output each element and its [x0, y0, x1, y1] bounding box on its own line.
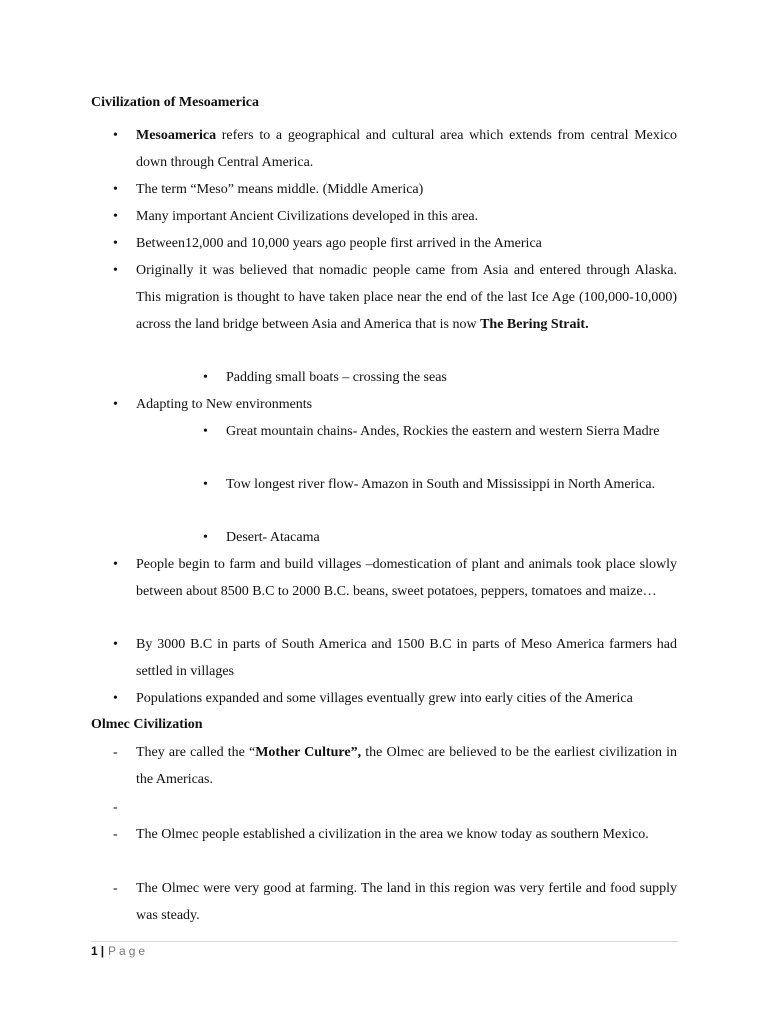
- list-item-text: People begin to farm and build villages –domestication of plant and animals took place slowly between about 8500 B.C to 2000 B.C. beans, sweet potatoes, peppers, tomatoes and maize…: [136, 557, 677, 599]
- list-item-text: Between12,000 and 10,000 years ago people first arrived in the America: [136, 236, 542, 251]
- page-footer: [91, 943, 148, 959]
- list-item-text: Great mountain chains- Andes, Rockies the eastern and western Sierra Madre: [226, 424, 660, 439]
- footer-divider: [91, 941, 678, 942]
- bullet-marker: •: [203, 370, 208, 385]
- bold-term: Mother Culture”,: [255, 745, 362, 760]
- section-heading-mesoamerica: Civilization of Mesoamerica: [91, 95, 259, 110]
- list-item-text: Desert- Atacama: [226, 530, 320, 545]
- section-heading-olmec: Olmec Civilization: [91, 717, 203, 732]
- list-item-text: Padding small boats – crossing the seas: [226, 370, 447, 385]
- list-item-text: Adapting to New environments: [136, 397, 313, 412]
- bullet-marker: •: [113, 691, 118, 706]
- bullet-marker: •: [203, 424, 208, 439]
- list-item-text: The Olmec were very good at farming. The land in this region was very fertile and food supply was steady.: [136, 881, 677, 923]
- bullet-marker: •: [113, 397, 118, 412]
- list-item-text: Mesoamerica refers to a geographical and cultural area which extends from central Mexico down through Central America.: [136, 128, 677, 170]
- bullet-marker: •: [113, 557, 118, 572]
- bold-term: Mesoamerica: [136, 128, 217, 143]
- page-label: Page: [108, 944, 149, 958]
- list-item-text: Many important Ancient Civilizations developed in this area.: [136, 209, 479, 224]
- footer-separator: |: [100, 944, 105, 958]
- list-item-text: The Olmec people established a civilization in the area we know today as southern Mexico.: [136, 827, 649, 842]
- dash-marker: -: [113, 881, 118, 896]
- bullet-marker: •: [203, 530, 208, 545]
- bullet-marker: •: [113, 128, 118, 143]
- bullet-marker: •: [203, 477, 208, 492]
- list-item-text: Tow longest river flow- Amazon in South and Mississippi in North America.: [226, 477, 656, 492]
- bullet-marker: •: [113, 209, 118, 224]
- bullet-marker: •: [113, 236, 118, 251]
- list-item-text: Originally it was believed that nomadic people came from Asia and entered through Alaska. This migration is thought to have taken place near the end of the last Ice Age (100,000-10,000) across the land bridge between Asia and America that is now The Bering Strait.: [136, 263, 677, 332]
- list-item-text: Populations expanded and some villages eventually grew into early cities of the America: [136, 691, 633, 706]
- dash-marker: -: [113, 800, 118, 815]
- bullet-marker: •: [113, 263, 118, 278]
- list-item-text: They are called the “Mother Culture”, the Olmec are believed to be the earliest civilization in the Americas.: [136, 745, 678, 787]
- bold-term: The Bering Strait.: [480, 317, 589, 332]
- bullet-marker: •: [113, 637, 118, 652]
- bullet-marker: •: [113, 182, 118, 197]
- list-item-text: The term “Meso” means middle. (Middle America): [136, 182, 424, 197]
- dash-marker: -: [113, 745, 118, 760]
- page-number: 1: [91, 944, 98, 958]
- dash-marker: -: [113, 827, 118, 842]
- list-item-text: By 3000 B.C in parts of South America and 1500 B.C in parts of Meso America farmers had settled in villages: [136, 637, 677, 679]
